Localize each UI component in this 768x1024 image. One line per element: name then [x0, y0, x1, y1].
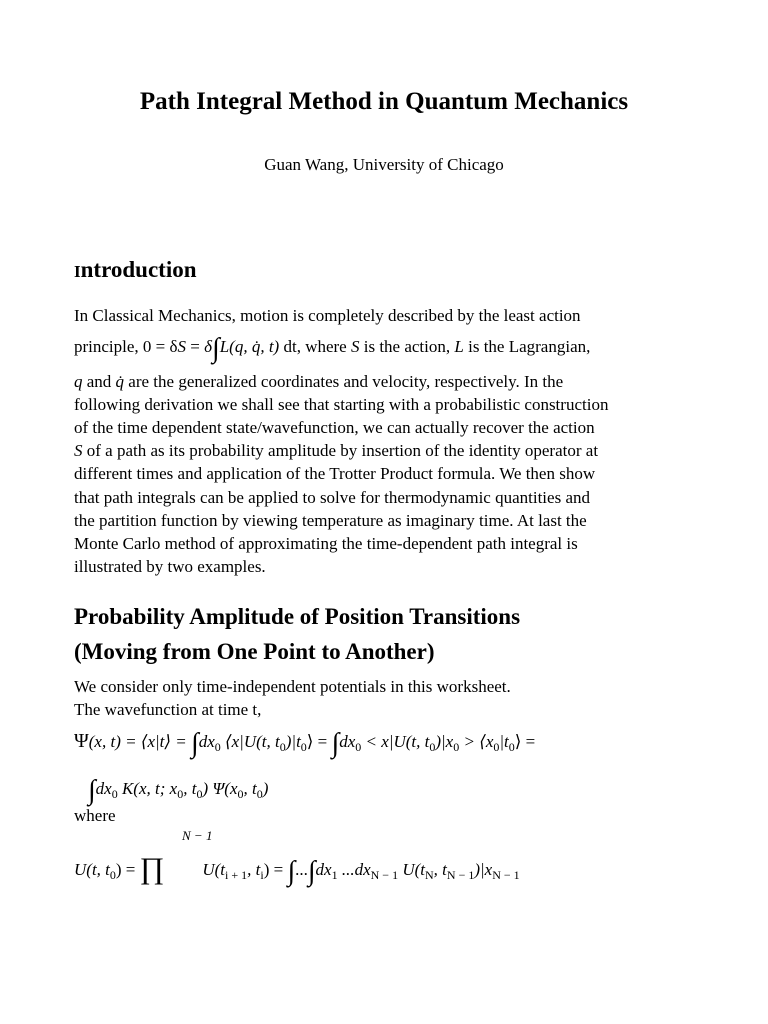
t: 0 — [237, 787, 244, 801]
t: 0 — [300, 740, 307, 754]
t: ⟨x|U(t, t — [220, 732, 280, 751]
t: S — [177, 337, 187, 356]
t: |t — [499, 732, 509, 751]
t: L — [454, 337, 464, 356]
t: is the Lagrangian, — [463, 337, 591, 356]
t: , t — [433, 860, 447, 879]
t: K(x, t; x — [117, 779, 178, 798]
t: N − 1 — [446, 868, 475, 882]
t: 0 — [279, 740, 286, 754]
t: i — [260, 868, 264, 882]
t: 0 — [177, 787, 184, 801]
section2-heading-line2: (Moving from One Point to Another) — [74, 639, 435, 664]
t: 1 — [331, 868, 338, 882]
equation-kernel — [88, 775, 269, 806]
t: ) = — [263, 860, 288, 879]
where-label: where — [74, 806, 116, 825]
t: 0 — [355, 740, 362, 754]
t: , t — [247, 860, 261, 879]
intro-line-10: Monte Carlo method of approximating the time-dependent path integral is — [74, 534, 578, 553]
t: is the action, — [359, 337, 455, 356]
product-sign: ∏ — [139, 852, 165, 885]
t: q̇ — [115, 372, 125, 391]
integral-sign: ∫ — [191, 728, 199, 759]
t: 0 — [453, 740, 460, 754]
t: ) — [262, 779, 269, 798]
intro-heading — [74, 257, 197, 283]
t: N — [425, 868, 434, 882]
intro-line-7: different times and application of the Trotter Product formula. We then show — [74, 464, 596, 483]
t: , t — [243, 779, 257, 798]
t: 0 — [111, 787, 118, 801]
t: 0 — [493, 740, 500, 754]
t: U(t — [202, 860, 226, 879]
intro-line-5: of the time dependent state/wavefunction, we can actually recover the action — [74, 418, 595, 437]
t: = — [186, 337, 205, 356]
intro-line-1: In Classical Mechanics, motion is completely described by the least action — [74, 306, 581, 325]
t: U(t, t — [74, 860, 110, 879]
t: 0 — [214, 740, 221, 754]
t: > ⟨x — [459, 732, 494, 751]
t: principle, 0 = δ — [74, 337, 178, 356]
integral-sign: ∫ — [88, 775, 96, 806]
t: (x, t) = ⟨x|t⟩ = — [88, 732, 192, 751]
t: ... — [295, 860, 308, 879]
author-line: Guan Wang, University of Chicago — [264, 155, 504, 174]
equation-wavefunction — [74, 728, 536, 759]
t: of a path as its probability amplitude by insertion of the identity operator at — [82, 441, 599, 460]
intro-line-2 — [74, 333, 591, 364]
t: ...dx — [337, 860, 371, 879]
equation-propagator — [74, 852, 520, 887]
intro-line-9: the partition function by viewing temperature as imaginary time. At last the — [74, 511, 587, 530]
t: ) Ψ(x — [202, 779, 238, 798]
integral-sign: ∫ — [331, 728, 340, 759]
intro-line-11: illustrated by two examples. — [74, 557, 266, 576]
t: 0 — [429, 740, 436, 754]
t: N − 1 — [492, 868, 520, 882]
t: q — [74, 372, 83, 391]
section2-line-1: We consider only time-independent potentials in this worksheet. — [74, 677, 511, 696]
t: dx — [95, 779, 112, 798]
page-title: Path Integral Method in Quantum Mechanics — [139, 88, 629, 115]
t: ) = — [115, 860, 140, 879]
t: are the generalized coordinates and velocity, respectively. In the — [124, 372, 564, 391]
intro-line-4: following derivation we shall see that starting with a probabilistic construction — [74, 395, 609, 414]
t: δ — [204, 337, 213, 356]
t: 0 — [109, 868, 116, 882]
intro-heading-initial: I — [74, 262, 81, 281]
t: S — [350, 337, 360, 356]
t: and — [82, 372, 116, 391]
t: ⟩ = — [514, 732, 536, 751]
t: )|t — [285, 732, 301, 751]
t: )|x — [474, 860, 493, 879]
product-upper-limit: N − 1 — [182, 828, 213, 843]
t: U(t — [398, 860, 425, 879]
t: ⟩ = — [306, 732, 332, 751]
t: S — [74, 441, 83, 460]
t: L — [219, 337, 230, 356]
integral-sign: ∫ — [287, 856, 296, 887]
t: dt, where — [279, 337, 351, 356]
t: , t — [183, 779, 197, 798]
integral-sign: ∫ — [307, 856, 316, 887]
section2-line-2: The wavefunction at time t, — [74, 700, 262, 719]
t: Ψ — [74, 730, 89, 752]
t: (q, q̇, t) — [229, 337, 280, 356]
section2-heading-line1: Probability Amplitude of Position Transitions — [74, 604, 521, 629]
t: < x|U(t, t — [361, 732, 430, 751]
t: N − 1 — [370, 868, 399, 882]
t: 0 — [196, 787, 203, 801]
t: dx — [198, 732, 215, 751]
t: dx — [339, 732, 356, 751]
t: 0 — [508, 740, 515, 754]
intro-heading-rest: ntroduction — [80, 257, 197, 282]
t: 0 — [256, 787, 263, 801]
intro-line-3 — [74, 372, 563, 392]
t: i + 1 — [225, 868, 248, 882]
intro-line-6 — [74, 441, 598, 461]
integral-sign: ∫ — [212, 333, 220, 364]
intro-line-8: that path integrals can be applied to solve for thermodynamic quantities and — [74, 488, 590, 507]
t: dx — [315, 860, 332, 879]
t: )|x — [435, 732, 454, 751]
